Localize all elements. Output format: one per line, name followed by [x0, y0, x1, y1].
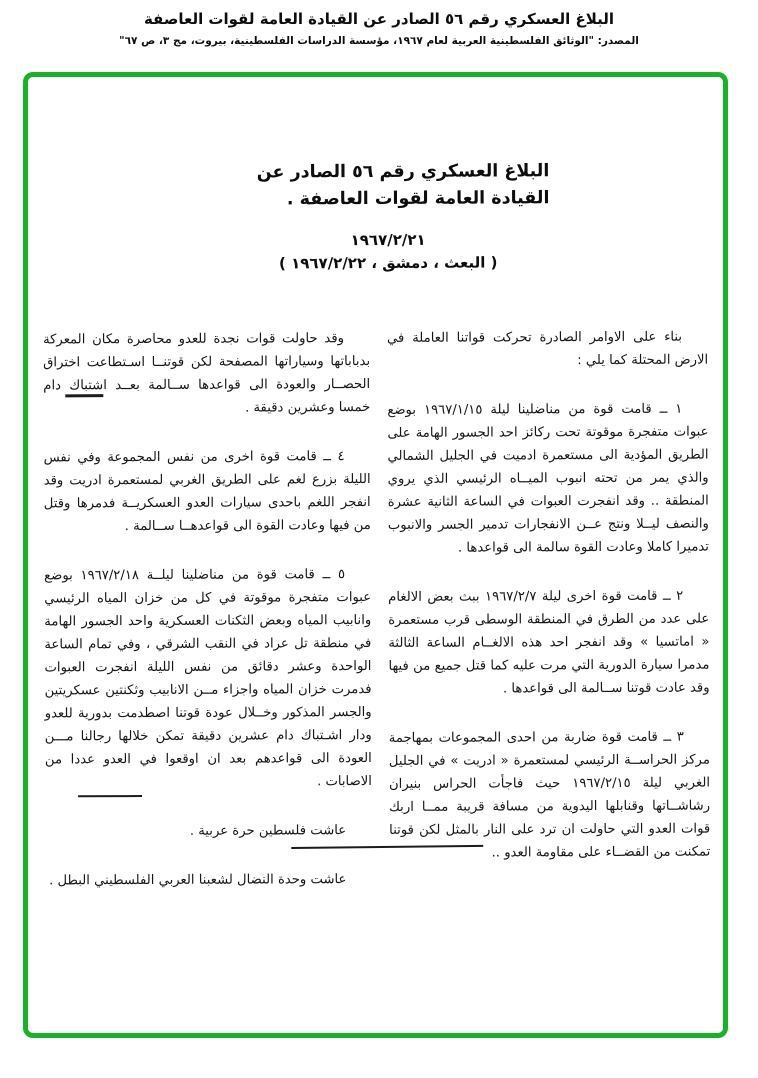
column-left	[43, 327, 373, 918]
scan-artifact-underline	[78, 795, 142, 797]
communique-title	[219, 76, 550, 213]
page-caption	[0, 10, 758, 47]
column-right	[387, 326, 711, 917]
body-columns	[27, 325, 725, 918]
slogan-line-2: عاشت وحدة النضال لشعبنا العربي الفلسطيني البطل .	[49, 872, 347, 889]
paragraph-item-5: ٥ ــ قامت قوة من مناضلينا ليلــة ١٩٦٧/٢/١٨ بوضع عبوات متفجرة موقوتة في كل من خزان المياه الرئيسي وانابيب المياه وبعض الثكنات العسكرية واحد الجسور الهامة في منطقة تل عراد في النقب الشرقي ، وفي تمام الساعة الواحدة وعشر دقائق من نفس الليلة انفجرت العبوات فدمرت خزان المياه واجزاء مــن الانابيب وثكنتين عسكريتين والجسر المذكور وخــلال عودة قوتنا اصطدمت بدورية للعدو ودار اشـتباك دام عشرين دقيقة تمكن خلالها رجالنا مـــن العودة الى قواعدهم بعد ان اوقعوا في العدو عددا من الاصابات .	[44, 567, 372, 790]
paragraph-intro: بناء على الاوامر الصادرة تحركت قواتنا العاملة في الارض المحتلة كما يلي :	[386, 329, 709, 369]
paragraph-item-3: ٣ ــ قامت قوة ضاربة من احدى المجموعات بمهاجمة مركز الحراســة الرئيسي لمستعمرة « ادريت » في الجليل الغربي ليلة ١٩٦٧/٢/١٥ حيث فاجأت الحراس بنيران رشاشــاتها وقنابلها اليدوية من مسافة قريبة ممــا اربك قوات العدو التي حاولت ان ترد على النار بالمثل لكن قوتنا تمكنت من القضــاء على مقاومة العدو ..	[388, 729, 711, 861]
communique-publication: ( البعث ، دمشق ، ١٩٦٧/٢/٢٢ )	[278, 253, 498, 273]
communique-title-line2: القيادة العامة لقوات العاصفة .	[286, 188, 550, 210]
paragraph-item-2: ٢ ــ قامت قوة اخرى ليلة ١٩٦٧/٢/٧ ببث بعض الالغام على عدد من الطرق في المنطقة الوسطى قرب مستعمرة « اماتسيا » وقد انفجر احد هذه الالغــام الساعة الثالثة مدمرا سيارة الدورية التي مرت عليه كما قتل جميع من فيها وقد عادت قوتنا ســالمة الى قواعدها .	[388, 588, 710, 697]
scanned-document	[26, 75, 725, 1034]
scan-artifact-dash	[65, 394, 103, 397]
caption-source-line: المصدر: "الوثائق الفلسطينية العربية لعام ١٩٦٧، مؤسسة الدراسات الفلسطينية، بيروت، مج ٣، ص ٦٧"	[119, 35, 639, 47]
caption-title: البلاغ العسكري رقم ٥٦ الصادر عن القيادة العامة لقوات العاصفة	[143, 10, 615, 28]
paragraph-item-4: ٤ ــ قامت قوة اخرى من نفس المجموعة وفي نفس الليلة بزرع لغم على الطريق الغربي لمستعمرة ادريت وقد انفجر اللغم باحدى سيارات العدو العسكريــة فدمرها وقتل من فيها وعادت القوة الى قواعدهــا ســالمة .	[43, 449, 371, 535]
green-scan-border	[23, 72, 728, 1038]
communique-dates	[41, 227, 736, 276]
paragraph-item-3-continued: وقد حاولت قوات نجدة للعدو محاصرة مكان المعركة بدباباتها وسياراتها المصفحة لكن قوتنــا اسـتطاعت اختراق الحصــار والعودة الى قواعدها ســالمة بعــد اشتباك دام خمسا وعشرين دقيقة .	[43, 331, 371, 416]
communique-date: ١٩٦٧/٢/٢١	[350, 230, 426, 250]
paragraph-item-1: ١ ــ قامت قوة من مناضلينا ليلة ١٩٦٧/١/١٥ بوضع عبوات متفجرة موقوتة تحت ركائز احد الجسور الهامة على الطريق المؤدية الى مستعمرة ادميت في الجليل الشمالي والذي يمر من تحته انبوب الميــاه الرئيسي الذي يروي المنطقة .. وقد انفجرت العبوات في الساعة الثانية عشرة والنصف ليــلا ونتج عــن الانفجارات تدمير الجسر والانبوب تدميرا كاملا وعادت القوة سالمة الى قواعدها .	[387, 401, 710, 556]
communique-title-line1: البلاغ العسكري رقم ٥٦ الصادر عن	[256, 161, 550, 183]
slogan-line-1: عاشت فلسطين حرة عربية .	[189, 823, 347, 839]
